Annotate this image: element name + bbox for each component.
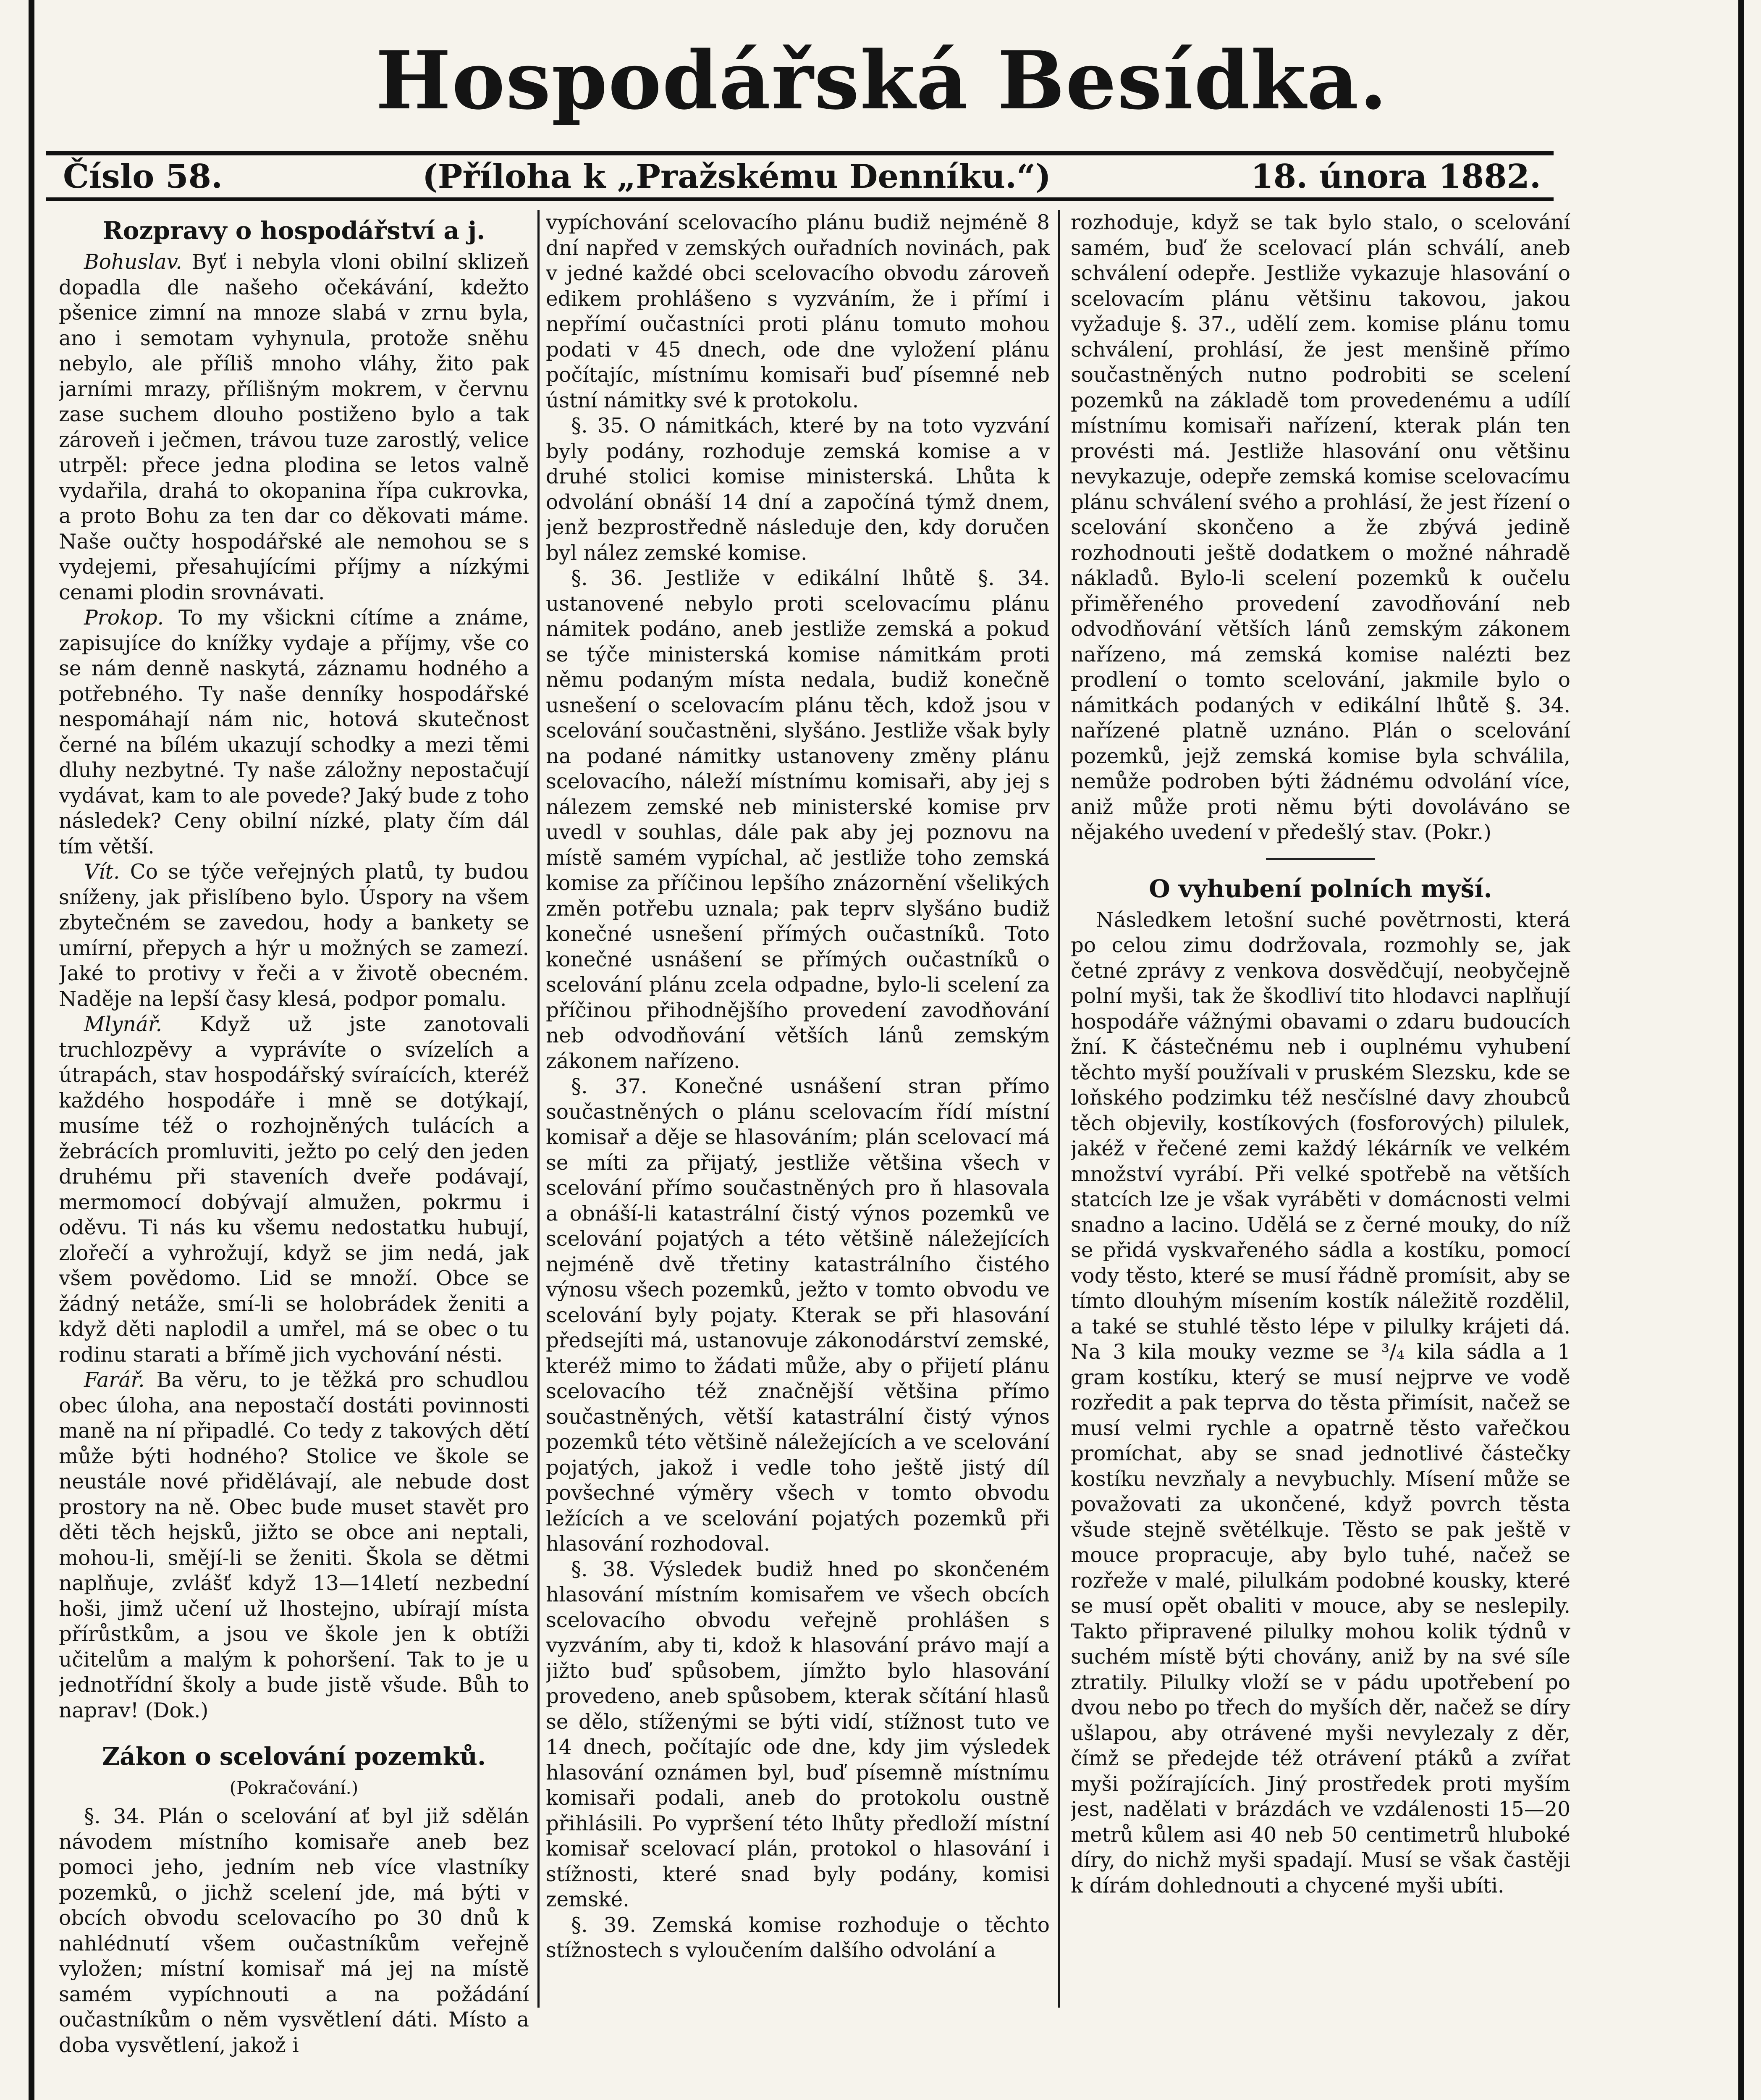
article-heading-rozpravy: Rozpravy o hospodářství a j. bbox=[102, 216, 485, 245]
speaker-name: Prokop. bbox=[84, 606, 164, 630]
paragraph-text: Když už jste zanotovali truchlozpěvy a vyprávíte o svízelích a útrapách, stav hospodářský svíraících, kteréž každého hospodáře i mně se dotýkají, musíme též o rozhojněných tulácích a žebrácích promluviti, ježto po celý den jeden druhému při staveních dveře podávají, mermomocí dobývají almužen, pokrmu i oděvu. Ti nás ku všemu nedostatku hubují, zlořečí a vyhrožují, když se jim nedá, jak všem povědomo. Lid se množí. Obce se žádný netáže, smí-li se holobrádek ženiti a když děti naplodil a umřel, má se obec o tu rodinu starati a břímě jich vychování nésti. bbox=[59, 1013, 529, 1367]
paragraph-text: To my všickni cítíme a známe, zapisujíce do knížky vydaje a příjmy, vše co se nám denně naskytá, záznamu hodného a potřebného. Ty naše denníky hospodářské nespomáhají nám nic, hotová skutečnost černé na bílém ukazují schodky a mezi těmi dluhy nezbytné. Ty naše záložny nepostačují vydávat, kam to ale povede? Jaký bude z toho následek? Ceny obilní nízké, platy čím dál tím větší. bbox=[59, 606, 529, 858]
issue-line bbox=[63, 158, 1541, 195]
column-3 bbox=[1071, 210, 1570, 2100]
article-heading-mysi: O vyhubení polních myší. bbox=[1149, 874, 1492, 903]
masthead-rule-top bbox=[46, 151, 1554, 155]
paragraph: §. 35. O námitkách, které by na toto vyzvání byly podány, rozhoduje zemská komise a v druhé stolici komise ministerská. Lhůta k odvolání obnáší 14 dní a započíná týmž dnem, jenž bezprostředně následuje den, kdy doručen byl nález zemské komise. bbox=[546, 414, 1050, 565]
supplement-note: (Příloha k „Pražskému Denníku.“) bbox=[422, 157, 1051, 196]
paragraph-text: Co se týče veřejných platů, ty budou sníženy, jak přislíbeno bylo. Úspory na všem zbytečném se zavedou, hody a bankety se umírní, přepych a hýr u možných se zamezí. Jaké to protivy v řeči a v životě obecném. Naděje na lepší časy klesá, podpor pomalu. bbox=[59, 860, 529, 1011]
article-columns bbox=[59, 210, 1570, 2100]
paragraph: §. 38. Výsledek budiž hned po skončeném hlasování místním komisařem ve všech obcích scelovacího obvodu veřejně prohlášen s vyzváním, aby ti, kdož k hlasování právo mají a jižto buď spůsobem, jímžto bylo hlasování provedeno, aneb spůsobem, kterak sčítání hlasů se dělo, stíženými se býti vidí, stížnost tuto ve 14 dnech, počítajíc ode dne, kdy jim výsledek hlasování oznámen byl, buď písemně místnímu komisaři podali, aneb do protokolu oustně přihlásili. Po vypršení této lhůty předloží místní komisař scelovací plán, protokol o hlasování i stížnosti, které snad byly podány, komisi zemské. bbox=[546, 1557, 1050, 1911]
speaker-name: Vít. bbox=[84, 860, 120, 884]
paragraph: rozhoduje, když se tak bylo stalo, o scelování samém, buď že scelovací plán schválí, aneb schválení odepře. Jestliže vykazuje hlasování o scelovacím plánu většinu takovou, jakou vyžaduje §. 37., udělí zem. komise plánu tomu schválení, prohlásí, že jest menšině přímo součastněných nutno podrobiti se scelení pozemků na základě tom provedenému a udílí místnímu komisaři nařízení, kterak plán ten provésti má. Jestliže hlasování onu většinu nevykazuje, odepře zemská komise scelovacímu plánu schválení svého a prohlásí, že jest řízení o scelování skončeno a že zbývá jedině rozhodnouti ještě dodatkem o možné náhradě nákladů. Bylo-li scelení pozemků k oučelu přiměřeného provedení zavodňování neb odvodňování větších lánů zemským zákonem nařízeno, má zemská komise nalézti bez prodlení o tomto scelování, jakmile bylo o námitkách podaných v edikální lhůtě §. 34. nařízené platně uznáno. Plán o scelování pozemků, jejž zemská komise byla schválila, nemůže podroben býti žádnému odvolání více, aniž může proti němu býti dovoláváno se nějakého uvedení v předešlý stav. (Pokr.) bbox=[1071, 211, 1570, 844]
speaker-name: Bohuslav. bbox=[84, 250, 182, 274]
issue-number: Číslo 58. bbox=[63, 157, 223, 196]
paragraph bbox=[59, 859, 529, 1012]
column-2 bbox=[546, 210, 1050, 2100]
paragraph-text: Ba věru, to je těžká pro schudlou obec úloha, ana nepostačí dostáti povinnosti maně na ní připadlé. Co tedy z takových dětí může býti hodného? Stolice ve škole se neustále nové přidělávají, ale nebude dost prostory na ně. Obec bude muset stavět pro děti těch hejsků, jižto se obce ani neptali, mohou-li, smějí-li se ženiti. Škola se dětmi naplňuje, zvlášť když 13—14letí nezbední hoši, jimž učení už lhostejno, ubírají místa přírůstkům, a jsou ve škole jen k obtíži učitelům a malým k pohoršení. Tak to je u jednotřídní školy a bude jistě všude. Bůh to naprav! (Dok.) bbox=[59, 1368, 529, 1722]
issue-date: 18. února 1882. bbox=[1250, 157, 1541, 196]
paragraph: §. 37. Konečné usnášení stran přímo součastněných o plánu scelovacím řídí místní komisař a děje se hlasováním; plán scelovací má se míti za přijatý, jestliže většina všech v scelování přímo součastněných pro ň hlasovala a obnáší-li katastrální čistý výnos pozemků ve scelování pojatých a této většině náležejících nejméně dvě třetiny katastrálního čistého výnosu všech pozemků, ježto v tomto obvodu ve scelování byly pojaty. Kterak se při hlasování předsejíti má, ustanovuje zákonodárství zemské, kteréž mimo to žádati může, aby o přijetí plánu scelovacího též značnější většina přímo součastněných, větší katastrální čistý výnos pozemků této většině náležejících a ve scelování pojatých, jakož i vedle toho ještě jistý díl povšechné výměry všech v tomto obvodu ležících a ve scelování pojatých pozemků při hlasování rozhodoval. bbox=[546, 1075, 1050, 1556]
section-separator bbox=[1266, 858, 1375, 860]
scan-border-left bbox=[29, 0, 34, 2100]
paragraph: Následkem letošní suché povětrnosti, která po celou zimu dodržovala, rozmohly se, jak četné zprávy z venkova dosvědčují, neobyčejně polní myši, tak že škodliví tito hlodavci naplňují hospodáře vážnými obavami o zdaru budoucích žní. K částečnému neb i ouplnému vyhubení těchto myší používali v pruském Slezsku, kde se loňského podzimku též nesčíslné davy zhoubců těch objevily, kostíkových (fosforových) pilulek, jakéž v řečené zemi každý lékárník ve velkém množství vyrábí. Při velké spotřebě na větších statcích lze je však vyráběti v domácnosti velmi snadno a lacino. Udělá se z černé mouky, do níž se přidá vyskvařeného sádla a kostíku, pomocí vody těsto, které se musí řádně promísit, aby se tímto dlouhým mísením kostík náležitě rozdělil, a také se stuhlé těsto lépe v pilulky krájeti dá. Na 3 kila mouky vezme se ³/₄ kila sádla a 1 gram kostíku, který se musí nejprve ve vodě rozředit a pak teprva do těsta přimísit, načež se musí velmi rychle a opatrně těsto vařečkou promíchat, aby se snad jednotlivé částečky kostíku nevzňaly a nevybuchly. Mísení může se považovati za ukončené, když povrch těsta všude stejně světélkuje. Těsto se pak ještě v mouce propracuje, aby bylo tuhé, načež se rozřeže v malé, pilulkám podobné kousky, které se musí opět obaliti v mouce, aby se neslepily. Takto připravené pilulky mohou kolik týdnů v suchém místě býti chovány, aniž by na své síle ztratily. Pilulky vloží se v pádu upotřebení po dvou nebo po třech do myších děr, načež se díry ušlapou, aby otrávené myši nevylezaly z děr, čímž se předejde též otrávení ptáků a zvířat myši požírajících. Jiný prostředek proti myším jest, nadělati v brázdách ve vzdálenosti 15—20 metrů kůlem asi 40 neb 50 centimetrů hluboké díry, do nichž myši spadají. Musí se však častěji k dírám dohlednouti a chycené myši ubíti. bbox=[1071, 908, 1570, 1898]
masthead-rule-bottom bbox=[46, 197, 1554, 201]
article-heading-zakon: Zákon o scelování pozemků. bbox=[102, 1742, 486, 1771]
paragraph: §. 36. Jestliže v edikální lhůtě §. 34. ustanovené nebylo proti scelovacímu plánu námitek podáno, aneb jestliže zemská a pokud se týče ministerská komise námitkám proti němu podaným místa nedala, budiž konečně usnešení o scelovacím plánu těch, kdož jsou v scelování součastněni, slyšáno. Jestliže však byly na podané námitky ustanoveny změny plánu scelovacího, náleží místnímu komisaři, aby jej s nálezem zemské neb ministerské komise prv uvedl v souhlas, dále pak aby jej poznovu na místě samém vypíchal, ač jestliže toho zemská komise za příčinou lepšího znázornění všelikých změn potřebu uznala; pak teprv slyšáno budiž konečné usnešení přímých oučastníků. Toto konečné usnášení se přímých oučastníků o scelování plánu zcela odpadne, bylo-li scelení za příčinou přihodnějšího provedení zavodňování neb odvodňování větších lánů zemským zákonem nařízeno. bbox=[546, 567, 1050, 1073]
speaker-name: Farář. bbox=[84, 1368, 145, 1392]
scan-border-right bbox=[1738, 0, 1744, 2100]
paragraph bbox=[59, 1368, 529, 1723]
paragraph bbox=[59, 605, 529, 859]
paragraph: §. 39. Zemská komise rozhoduje o těchto stížnostech s vyloučením dalšího odvolání a bbox=[546, 1913, 1050, 1962]
column-1 bbox=[59, 210, 529, 2100]
paragraph: vypíchování scelovacího plánu budiž nejméně 8 dní napřed v zemských ouřadních novinách, pak v jedné každé obci scelovacího obvodu zároveň edikem prohlášeno s vyzváním, že i přímí i nepřímí oučastníci proti plánu tomuto mohou podati v 45 dnech, ode dne vyložení plánu počítajíc, místnímu komisaři buď písemné neb ústní námitky své k protokolu. bbox=[546, 211, 1050, 412]
continuation-note: (Pokračování.) bbox=[229, 1777, 359, 1798]
paragraph bbox=[59, 249, 529, 605]
paragraph bbox=[59, 1012, 529, 1368]
paragraph-text: Byť i nebyla vloni obilní sklizeň dopadla dle našeho očekávání, kdežto pšenice zimní na mnoze slabá v zrnu byla, ano i semotam vyhynula, protože sněhu nebylo, ale příliš mnoho vláhy, žito pak jarními mrazy, přílišným mokrem, v červnu zase suchem dlouho postiženo bylo a tak zároveň i ječmen, trávou tuze zarostlý, velice utrpěl: přece jedna plodina se letos valně vydařila, drahá to okopanina řípa cukrovka, a proto Bohu za ten dar co děkovati máme. Naše oučty hospodářské ale nemohou se s vydejemi, přesahujícími příjmy a nízkými cenami plodin srovnávati. bbox=[59, 250, 529, 604]
masthead-title: Hospodářská Besídka. bbox=[375, 34, 1388, 127]
speaker-name: Mlynář. bbox=[84, 1013, 162, 1036]
paragraph: §. 34. Plán o scelování ať byl již sdělán návodem místního komisaře aneb bez pomoci jeho, jedním neb více vlastníky pozemků, o jichž scelení jde, má býti v obcích obvodu scelovacího po 30 dnů k nahlédnutí všem oučastníkům veřejně vyložen; místní komisař má jej na místě samém vypíchnouti a na požádání oučastníkům o něm vysvětlení dáti. Místo a doba vysvětlení, jakož i bbox=[59, 1805, 529, 2057]
